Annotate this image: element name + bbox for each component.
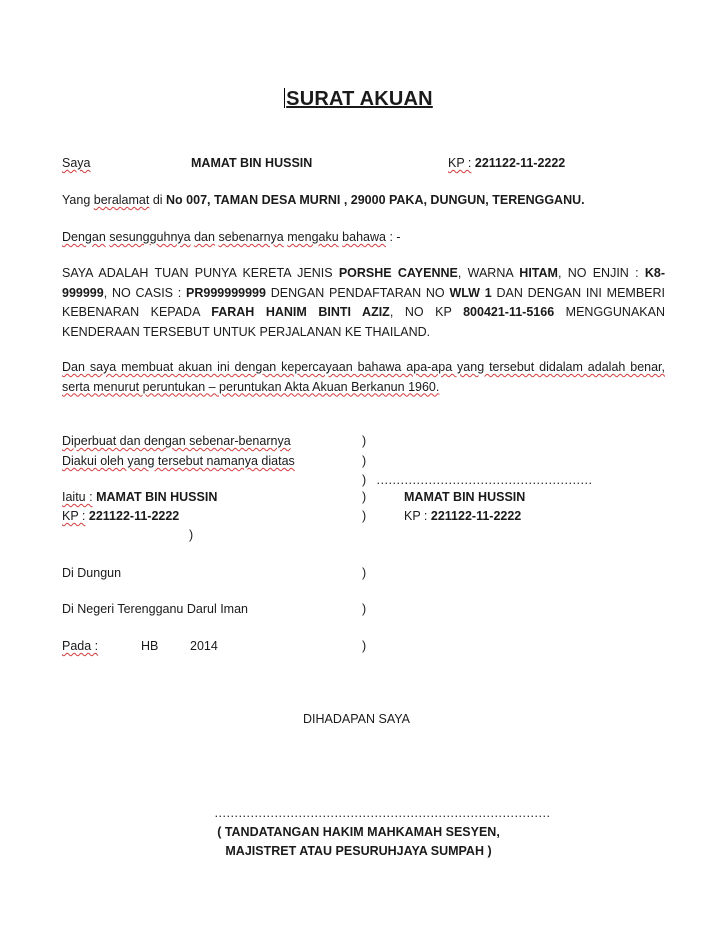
declarant-kp: KP : 221122-11-2222 [448,156,566,170]
paren-7: ) [362,566,367,580]
state-text: Di Negeri Terengganu Darul Iman [62,602,248,616]
document-title: SURAT AKUAN [286,88,433,110]
witness-line-1: ( TANDATANGAN HAKIM MAHKAMAH SESYEN, [217,825,500,839]
pada-label: Pada : [62,639,99,653]
right-name: MAMAT BIN HUSSIN [404,490,526,504]
state-line [62,601,248,617]
belief-paragraph: Dan saya membuat akuan ini dengan kepercayaan bahawa apa-apa yang tersebut didalam adalah benar, serta menurut peruntukan – peruntukan Akta Akuan Berkanun 1960. [62,360,665,394]
paren-3: ) [362,473,367,487]
hb-label: HB [141,639,159,653]
paren-2: ) [362,454,367,468]
year-label: 2014 [190,639,218,653]
paren-8: ) [362,602,367,616]
made-line: Diperbuat dan dengan sebenar-benarnya [62,434,291,448]
witness-signature-dots: ………………………………………………………………………… [214,806,550,820]
kp-line: KP : 221122-11-2222 [62,509,180,523]
place-line: Di Dungun [62,566,122,580]
saya-label: Saya [62,156,91,170]
acknowledged-line: Diakui oleh yang tersebut namanya diatas [62,454,295,468]
declaration-paragraph: SAYA ADALAH TUAN PUNYA KERETA JENIS PORSHE CAYENNE, WARNA HITAM, NO ENJIN : K8-999999, NO CASIS : PR999999999 DENGAN PENDAFTARAN NO WLW 1 DAN DENGAN INI MEMBERI KEBENARAN KEPADA FARAH HANIM BINTI AZIZ, NO KP 800421-11-5166 MENGGUNAKAN KENDERAAN TERSEBUT UNTUK PERJALANAN KE THAILAND. [62,266,666,339]
address-line: Yang beralamat di No 007, TAMAN DESA MURNI , 29000 PAKA, DUNGUN, TERENGGANU. [62,193,585,207]
paren-9: ) [362,639,367,653]
paren-5: ) [362,509,367,523]
paren-4: ) [362,490,367,504]
paren-6: ) [189,528,194,542]
declarant-signature-dots: ……………………………………………… [376,473,592,487]
witness-heading: DIHADAPAN SAYA [303,712,410,726]
witness-line-2: MAJISTRET ATAU PESURUHJAYA SUMPAH ) [225,844,492,858]
intro-line: Dengan sesungguhnya dan sebenarnya mengaku bahawa : - [62,230,401,244]
right-kp: KP : 221122-11-2222 [404,509,522,523]
paren-1: ) [362,434,367,448]
iaitu-line: Iaitu : MAMAT BIN HUSSIN [62,490,218,504]
declarant-name: MAMAT BIN HUSSIN [191,156,313,170]
